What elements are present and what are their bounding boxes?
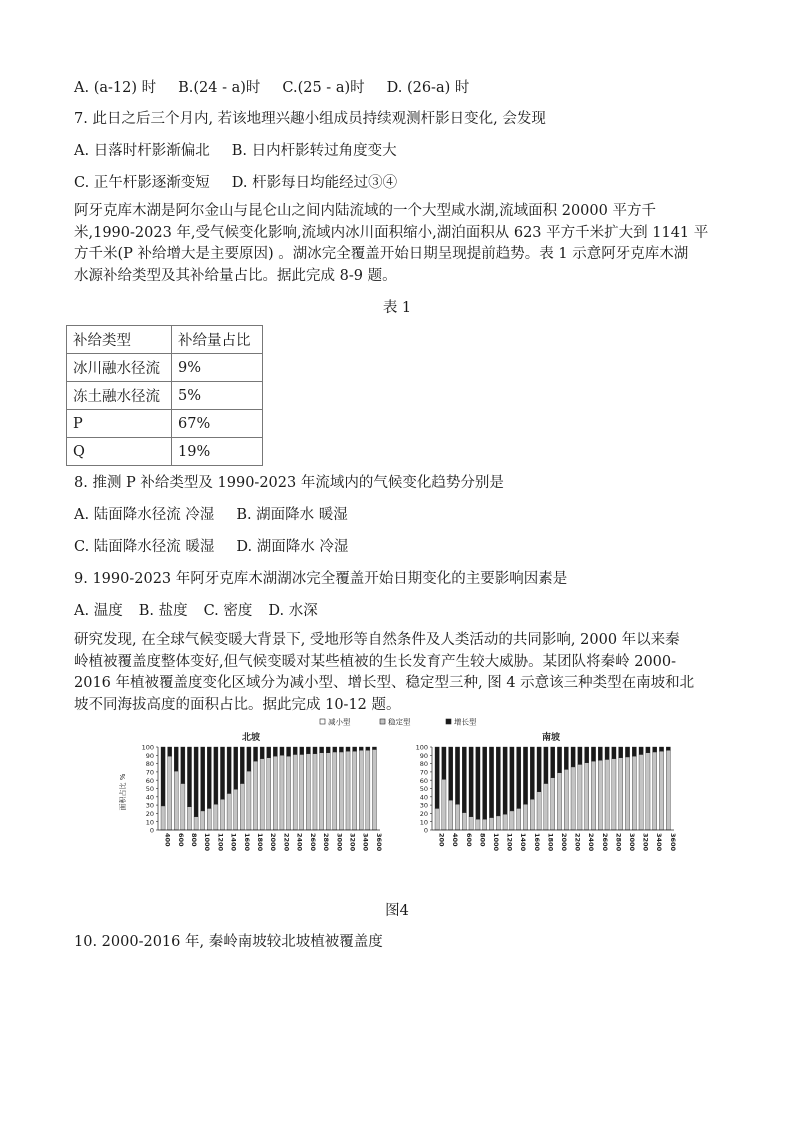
bar-segment-稳定型 xyxy=(201,811,205,829)
x-tick-label: 1600 xyxy=(242,833,251,852)
q7-option-d: D. 杆影每日均能经过③④ xyxy=(231,175,398,191)
bar-segment-增长型 xyxy=(214,747,218,804)
y-tick-label: 70 xyxy=(419,768,428,777)
table-header-type: 补给类型 xyxy=(67,326,172,354)
x-tick-label: 3600 xyxy=(374,833,383,852)
table-row xyxy=(67,354,263,382)
bar-segment-稳定型 xyxy=(320,753,324,829)
bar-segment-稳定型 xyxy=(300,754,304,829)
bar-segment-增长型 xyxy=(442,747,446,779)
q7-stem: 7. 此日之后三个月内, 若该地理兴趣小组成员持续观测杆影日变化, 会发现 xyxy=(74,111,546,127)
q7-option-a: A. 日落时杆影渐偏北 xyxy=(74,143,210,159)
table-cell: 冰川融水径流 xyxy=(67,354,172,382)
bar-segment-稳定型 xyxy=(659,751,663,829)
y-axis-title: 面积占比 % xyxy=(119,773,127,811)
q8-option-c: C. 陆面降水径流 暖湿 xyxy=(74,539,215,555)
table-header-share: 补给量占比 xyxy=(172,326,263,354)
bar-segment-增长型 xyxy=(659,747,663,751)
y-tick-label: 60 xyxy=(145,776,154,785)
table-cell: Q xyxy=(67,438,172,466)
bar-segment-增长型 xyxy=(320,747,324,753)
x-tick-label: 2000 xyxy=(269,833,278,852)
q9-option-a: A. 温度 xyxy=(74,603,123,619)
bar-segment-增长型 xyxy=(247,747,251,771)
bar-segment-增长型 xyxy=(161,747,165,806)
bar-segment-稳定型 xyxy=(585,763,589,829)
x-tick-label: 2800 xyxy=(322,833,331,852)
bar-segment-增长型 xyxy=(227,747,231,793)
bar-segment-稳定型 xyxy=(544,784,548,830)
q6-option-b: B.(24 - a)时 xyxy=(178,80,261,96)
x-tick-label: 400 xyxy=(451,833,460,847)
bar-segment-稳定型 xyxy=(639,754,643,829)
bar-segment-稳定型 xyxy=(214,804,218,829)
table-row xyxy=(67,382,263,410)
table-cell: 5% xyxy=(172,382,263,410)
q9-option-b: B. 盐度 xyxy=(138,603,188,619)
y-tick-label: 50 xyxy=(419,785,428,794)
bar-segment-增长型 xyxy=(326,747,330,753)
x-tick-label: 200 xyxy=(437,833,446,847)
bar-segment-增长型 xyxy=(313,747,317,754)
q7-option-b: B. 日内杆影转过角度变大 xyxy=(231,143,397,159)
bar-segment-稳定型 xyxy=(260,759,264,830)
bar-segment-稳定型 xyxy=(469,817,473,829)
bar-segment-增长型 xyxy=(280,747,284,755)
q8-options-row1 xyxy=(74,503,370,524)
bar-segment-增长型 xyxy=(476,747,480,819)
legend-label: 增长型 xyxy=(454,717,477,727)
q9-stem: 9. 1990-2023 年阿牙克库木湖湖冰完全覆盖开始日期变化的主要影响因素是 xyxy=(74,571,568,587)
q6-options xyxy=(74,76,491,97)
y-tick-label: 100 xyxy=(141,743,154,752)
passage-lake-line-1: 阿牙克库木湖是阿尔金山与昆仑山之间内陆流域的一个大型咸水湖,流域面积 20000 平方千 xyxy=(74,203,656,219)
y-tick-label: 40 xyxy=(145,793,154,802)
passage-qinling-line-1: 研究发现, 在全球气候变暖大背景下, 受地形等自然条件及人类活动的共同影响, 2000 年以来秦 xyxy=(74,632,680,648)
table-row xyxy=(67,410,263,438)
bar-segment-稳定型 xyxy=(333,752,337,829)
bar-segment-增长型 xyxy=(260,747,264,759)
x-tick-label: 1600 xyxy=(532,833,541,852)
bar-segment-稳定型 xyxy=(537,792,541,829)
q7-option-c: C. 正午杆影逐渐变短 xyxy=(74,175,210,191)
x-tick-label: 2600 xyxy=(308,833,317,852)
bar-segment-稳定型 xyxy=(551,778,555,829)
bar-segment-稳定型 xyxy=(489,818,493,830)
x-tick-label: 2200 xyxy=(573,833,582,852)
bar-segment-稳定型 xyxy=(455,804,459,829)
bar-segment-增长型 xyxy=(194,747,198,817)
y-tick-label: 0 xyxy=(149,826,154,835)
bar-segment-稳定型 xyxy=(646,753,650,829)
bar-segment-稳定型 xyxy=(591,761,595,829)
bar-segment-增长型 xyxy=(564,747,568,769)
y-tick-label: 90 xyxy=(145,751,154,760)
bar-segment-增长型 xyxy=(207,747,211,808)
bar-segment-稳定型 xyxy=(168,756,172,829)
bar-segment-增长型 xyxy=(483,747,487,819)
bar-segment-稳定型 xyxy=(293,754,297,829)
bar-segment-增长型 xyxy=(187,747,191,807)
legend-label: 稳定型 xyxy=(388,717,411,727)
supply-table xyxy=(66,325,263,466)
bar-segment-稳定型 xyxy=(598,760,602,829)
table-cell: 19% xyxy=(172,438,263,466)
bar-segment-稳定型 xyxy=(273,756,277,829)
bar-segment-稳定型 xyxy=(326,753,330,829)
x-tick-label: 1000 xyxy=(203,833,212,852)
y-tick-label: 50 xyxy=(145,785,154,794)
bar-segment-稳定型 xyxy=(476,819,480,829)
bar-segment-增长型 xyxy=(220,747,224,799)
table-cell: P xyxy=(67,410,172,438)
bar-segment-增长型 xyxy=(523,747,527,804)
x-tick-label: 800 xyxy=(478,833,487,847)
table-cell: 67% xyxy=(172,410,263,438)
passage-lake-line-4: 水源补给类型及其补给量占比。据此完成 8-9 题。 xyxy=(74,267,397,284)
bar-segment-增长型 xyxy=(359,747,363,750)
legend-swatch xyxy=(320,719,325,724)
bar-segment-稳定型 xyxy=(462,813,466,830)
bar-segment-增长型 xyxy=(585,747,589,763)
y-tick-label: 10 xyxy=(419,818,428,827)
bar-segment-增长型 xyxy=(503,747,507,814)
bar-segment-增长型 xyxy=(287,747,291,756)
x-tick-label: 1200 xyxy=(505,833,514,852)
bar-segment-增长型 xyxy=(306,747,310,754)
bar-segment-稳定型 xyxy=(234,789,238,829)
x-tick-label: 600 xyxy=(176,833,185,847)
bar-segment-增长型 xyxy=(168,747,172,756)
x-tick-label: 3400 xyxy=(361,833,370,852)
x-tick-label: 1200 xyxy=(216,833,225,852)
legend-swatch xyxy=(380,719,385,724)
y-tick-label: 30 xyxy=(419,801,428,810)
bar-segment-增长型 xyxy=(462,747,466,813)
bar-segment-增长型 xyxy=(234,747,238,789)
x-tick-label: 2800 xyxy=(614,833,623,852)
bar-segment-增长型 xyxy=(489,747,493,818)
bar-segment-稳定型 xyxy=(346,751,350,829)
bar-segment-增长型 xyxy=(339,747,343,752)
bar-segment-增长型 xyxy=(591,747,595,761)
bar-segment-稳定型 xyxy=(510,811,514,829)
bar-segment-稳定型 xyxy=(220,799,224,829)
x-tick-label: 600 xyxy=(464,833,473,847)
x-tick-label: 2000 xyxy=(560,833,569,852)
bar-segment-稳定型 xyxy=(612,759,616,830)
bar-segment-增长型 xyxy=(646,747,650,753)
bar-segment-稳定型 xyxy=(280,755,284,829)
bar-segment-增长型 xyxy=(578,747,582,764)
bar-segment-稳定型 xyxy=(435,808,439,829)
x-tick-label: 400 xyxy=(163,833,172,847)
q7-options-row2 xyxy=(74,171,419,192)
x-tick-label: 2200 xyxy=(282,833,291,852)
table-header-row xyxy=(67,326,263,354)
bar-segment-稳定型 xyxy=(632,756,636,829)
bar-segment-增长型 xyxy=(240,747,244,784)
bar-segment-增长型 xyxy=(639,747,643,754)
legend-swatch xyxy=(446,719,451,724)
bar-segment-增长型 xyxy=(557,747,561,773)
bar-segment-增长型 xyxy=(449,747,453,800)
q10-stem: 10. 2000-2016 年, 秦岭南坡较北坡植被覆盖度 xyxy=(74,934,383,950)
bar-segment-稳定型 xyxy=(339,752,343,829)
panel-title: 北坡 xyxy=(242,733,261,743)
bar-segment-增长型 xyxy=(469,747,473,817)
y-tick-label: 20 xyxy=(419,810,428,818)
bar-segment-增长型 xyxy=(346,747,350,751)
x-tick-label: 1800 xyxy=(256,833,265,852)
x-tick-label: 3200 xyxy=(641,833,650,852)
y-tick-label: 100 xyxy=(415,743,428,752)
bar-segment-增长型 xyxy=(366,747,370,750)
bar-segment-增长型 xyxy=(537,747,541,792)
table-cell: 9% xyxy=(172,354,263,382)
bar-segment-稳定型 xyxy=(366,750,370,829)
bar-segment-稳定型 xyxy=(287,756,291,829)
bar-segment-增长型 xyxy=(612,747,616,759)
bar-segment-增长型 xyxy=(571,747,575,767)
bar-segment-稳定型 xyxy=(372,749,376,829)
q6-option-a: A. (a-12) 时 xyxy=(74,80,157,96)
bar-segment-稳定型 xyxy=(187,807,191,829)
bar-segment-稳定型 xyxy=(605,759,609,829)
x-tick-label: 3600 xyxy=(668,833,677,852)
q8-option-b: B. 湖面降水 暖湿 xyxy=(236,507,348,523)
bar-segment-稳定型 xyxy=(523,804,527,829)
bar-segment-稳定型 xyxy=(653,752,657,829)
q6-option-d: D. (26-a) 时 xyxy=(386,80,470,96)
bar-segment-稳定型 xyxy=(181,784,185,830)
bar-segment-增长型 xyxy=(253,747,257,761)
table-row xyxy=(67,438,263,466)
bar-segment-增长型 xyxy=(530,747,534,799)
passage-qinling-line-3: 2016 年植被覆盖度变化区域分为减小型、增长型、稳定型三种, 图 4 示意该三种类型在南坡和北 xyxy=(74,675,695,691)
bar-segment-增长型 xyxy=(598,747,602,760)
q8-stem: 8. 推测 P 补给类型及 1990-2023 年流域内的气候变化趋势分别是 xyxy=(74,475,504,491)
bar-segment-增长型 xyxy=(666,747,670,750)
bar-segment-增长型 xyxy=(455,747,459,804)
bar-segment-增长型 xyxy=(372,747,376,749)
bar-segment-稳定型 xyxy=(666,750,670,829)
bar-segment-稳定型 xyxy=(267,758,271,829)
passage-qinling xyxy=(74,630,722,716)
bar-segment-稳定型 xyxy=(240,784,244,830)
bar-segment-稳定型 xyxy=(161,806,165,829)
bar-segment-稳定型 xyxy=(517,808,521,829)
bar-segment-稳定型 xyxy=(306,754,310,830)
bar-segment-稳定型 xyxy=(174,771,178,829)
x-tick-label: 2400 xyxy=(587,833,596,852)
q8-options-row2 xyxy=(74,535,370,556)
panel-title: 南坡 xyxy=(542,733,561,743)
q6-option-c: C.(25 - a)时 xyxy=(282,80,365,96)
bar-segment-增长型 xyxy=(605,747,609,759)
passage-lake xyxy=(74,201,722,287)
passage-qinling-line-4: 坡不同海拔高度的面积占比。据此完成 10-12 题。 xyxy=(74,696,401,713)
bar-segment-增长型 xyxy=(333,747,337,752)
bar-segment-稳定型 xyxy=(503,814,507,829)
bar-segment-稳定型 xyxy=(578,764,582,829)
q7-options-row1 xyxy=(74,139,419,160)
bar-segment-稳定型 xyxy=(227,793,231,829)
x-tick-label: 3200 xyxy=(348,833,357,852)
q8-option-a: A. 陆面降水径流 冷湿 xyxy=(74,507,215,523)
table-caption: 表 1 xyxy=(382,300,412,316)
q9-option-d: D. 水深 xyxy=(268,603,318,619)
bar-segment-稳定型 xyxy=(483,819,487,829)
bar-segment-稳定型 xyxy=(253,761,257,829)
q8-option-d: D. 湖面降水 冷湿 xyxy=(236,539,349,555)
y-tick-label: 80 xyxy=(145,760,154,769)
passage-lake-line-3: 方千米(P 补给增大是主要原因) 。湖冰完全覆盖开始日期呈现提前趋势。表 1 示意阿牙克库木湖 xyxy=(74,246,689,262)
x-tick-label: 2400 xyxy=(295,833,304,852)
bar-segment-稳定型 xyxy=(625,757,629,829)
bar-segment-稳定型 xyxy=(449,800,453,829)
bar-segment-稳定型 xyxy=(247,771,251,829)
legend-label: 减小型 xyxy=(328,717,351,727)
x-tick-label: 1400 xyxy=(229,833,238,852)
x-tick-label: 3400 xyxy=(655,833,664,852)
bar-segment-增长型 xyxy=(551,747,555,778)
bar-segment-稳定型 xyxy=(530,799,534,829)
bar-segment-稳定型 xyxy=(496,816,500,829)
bar-segment-增长型 xyxy=(625,747,629,757)
bar-segment-增长型 xyxy=(300,747,304,754)
bar-segment-稳定型 xyxy=(442,779,446,829)
bar-segment-增长型 xyxy=(201,747,205,811)
y-tick-label: 60 xyxy=(419,776,428,785)
bar-segment-稳定型 xyxy=(313,754,317,830)
bar-segment-增长型 xyxy=(653,747,657,752)
y-tick-label: 70 xyxy=(145,768,154,777)
table-cell: 冻土融水径流 xyxy=(67,382,172,410)
y-tick-label: 90 xyxy=(419,751,428,760)
bar-segment-增长型 xyxy=(267,747,271,758)
bar-segment-稳定型 xyxy=(359,750,363,829)
bar-segment-增长型 xyxy=(353,747,357,751)
bar-segment-增长型 xyxy=(544,747,548,784)
bar-segment-增长型 xyxy=(435,747,439,808)
y-tick-label: 10 xyxy=(145,818,154,827)
bar-segment-增长型 xyxy=(293,747,297,754)
x-tick-label: 3000 xyxy=(335,833,344,852)
bar-segment-增长型 xyxy=(496,747,500,816)
bar-segment-增长型 xyxy=(174,747,178,771)
x-tick-label: 1400 xyxy=(519,833,528,852)
bar-segment-稳定型 xyxy=(619,758,623,829)
y-tick-label: 0 xyxy=(423,826,428,835)
y-tick-label: 40 xyxy=(419,793,428,802)
x-tick-label: 3000 xyxy=(628,833,637,852)
bar-segment-增长型 xyxy=(181,747,185,784)
x-tick-label: 800 xyxy=(189,833,198,847)
bar-segment-稳定型 xyxy=(564,769,568,829)
bar-segment-增长型 xyxy=(619,747,623,758)
bar-segment-增长型 xyxy=(273,747,277,756)
bar-segment-增长型 xyxy=(517,747,521,808)
vegetation-change-chart xyxy=(112,714,678,856)
figure-caption: 图4 xyxy=(385,903,409,919)
bar-segment-增长型 xyxy=(632,747,636,756)
q9-options xyxy=(74,599,334,620)
passage-lake-line-2: 米,1990-2023 年,受气候变化影响,流域内冰川面积缩小,湖泊面积从 623 平方千米扩大到 1141 平 xyxy=(74,224,709,241)
y-tick-label: 20 xyxy=(145,810,154,818)
bar-segment-稳定型 xyxy=(557,773,561,829)
x-tick-label: 1800 xyxy=(546,833,555,852)
bar-segment-稳定型 xyxy=(194,817,198,829)
y-tick-label: 30 xyxy=(145,801,154,810)
bar-segment-增长型 xyxy=(510,747,514,811)
y-tick-label: 80 xyxy=(419,760,428,769)
bar-segment-稳定型 xyxy=(571,767,575,829)
x-tick-label: 1000 xyxy=(492,833,501,852)
passage-qinling-line-2: 岭植被覆盖度整体变好,但气候变暖对某些植被的生长发育产生较大威胁。某团队将秦岭 2000- xyxy=(74,653,677,670)
q9-option-c: C. 密度 xyxy=(203,603,253,619)
bar-segment-稳定型 xyxy=(353,751,357,829)
bar-segment-稳定型 xyxy=(207,808,211,829)
x-tick-label: 2600 xyxy=(600,833,609,852)
